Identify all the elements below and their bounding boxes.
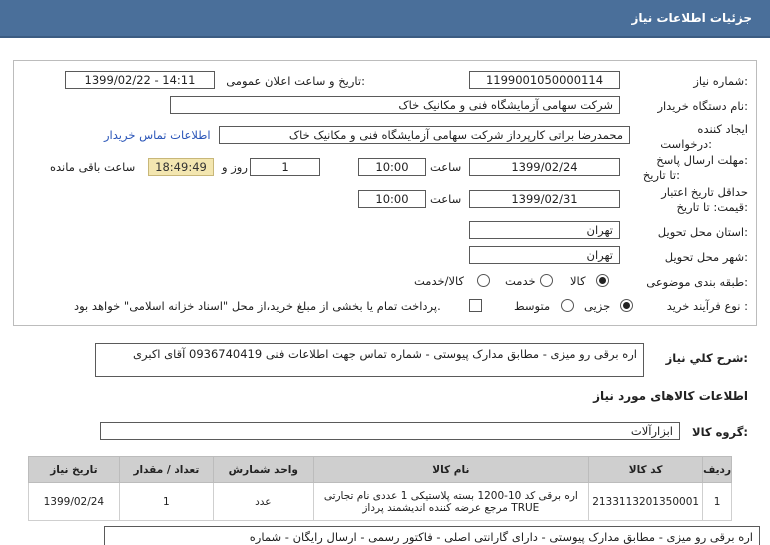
process-radio-minor[interactable] <box>620 299 633 312</box>
creator-label-line1: ایجاد کننده <box>697 122 748 136</box>
treasury-payment-note: پرداخت تمام یا بخشی از مبلغ خرید،از محل "اسناد خزانه اسلامی" خواهد بود. <box>74 299 441 313</box>
cell-unit: عدد <box>214 483 313 521</box>
cell-name-line1: اره برقی کد 10-1200 بسته پلاستیکی 1 عددی نام تجارتی <box>323 489 578 502</box>
buyer-contact-link[interactable]: اطلاعات تماس خریدار <box>104 128 211 142</box>
summary-field: اره برقی رو میزی - مطابق مدارک پیوستی - شماره تماس جهت اطلاعات فنی 0936740419 آقای اکبری <box>95 343 644 377</box>
table-row <box>29 483 732 521</box>
page-title: جزئیات اطلاعات نیاز <box>631 11 752 25</box>
process-radio-medium[interactable] <box>561 299 574 312</box>
cell-quantity: 1 <box>119 483 213 521</box>
deadline-label-line2: تا تاریخ: <box>642 168 680 182</box>
cell-name <box>313 483 589 521</box>
process-type-label: نوع فرآیند خرید : <box>666 299 748 313</box>
cell-need-date: 1399/02/24 <box>29 483 120 521</box>
summary-label: شرح کلي نياز: <box>665 351 748 365</box>
validity-time-field: 10:00 <box>358 190 426 208</box>
province-field: تهران <box>469 221 620 239</box>
col-header-unit: واحد شمارش <box>214 457 313 483</box>
validity-time-label: ساعت <box>430 192 462 206</box>
validity-date-field: 1399/02/31 <box>469 190 620 208</box>
validity-label-line2: قیمت: تا تاریخ: <box>676 200 748 214</box>
city-field: تهران <box>469 246 620 264</box>
category-radio-service[interactable] <box>540 274 553 287</box>
buyer-label: نام دستگاه خریدار: <box>657 99 748 113</box>
col-header-quantity: تعداد / مقدار <box>119 457 213 483</box>
col-header-need-date: تاریخ نیاز <box>29 457 120 483</box>
category-radio-goods[interactable] <box>596 274 609 287</box>
time-remaining-badge: 18:49:49 <box>148 158 214 176</box>
days-label: روز و <box>222 160 248 174</box>
items-table <box>28 456 732 521</box>
days-remaining-field: 1 <box>250 158 320 176</box>
cell-name-line2: TRUE مرجع عرضه کننده اندیشمند پرداز <box>362 501 540 514</box>
col-header-row-number: ردیف <box>703 457 732 483</box>
time-remaining-label: ساعت باقی مانده <box>50 160 136 174</box>
process-option-medium: متوسط <box>514 299 551 313</box>
goods-group-field: ابزارآلات <box>100 422 680 440</box>
creator-label-line2: درخواست: <box>660 137 712 151</box>
cell-code: 2133113201350001 <box>589 483 703 521</box>
table-header-row <box>29 457 732 483</box>
treasury-payment-checkbox[interactable] <box>469 299 482 312</box>
goods-section-title: اطلاعات کالاهای مورد نیاز <box>593 389 748 403</box>
category-radio-goods-service[interactable] <box>477 274 490 287</box>
category-option-goods-service: کالا/خدمت <box>414 274 465 288</box>
announce-date-label: تاریخ و ساعت اعلان عمومی: <box>226 74 365 88</box>
cell-row-number: 1 <box>703 483 732 521</box>
goods-group-label: گروه کالا: <box>692 425 748 439</box>
need-number-label: شماره نیاز: <box>693 74 748 88</box>
col-header-name: نام کالا <box>313 457 589 483</box>
category-option-goods: کالا <box>570 274 586 288</box>
deadline-date-field: 1399/02/24 <box>469 158 620 176</box>
validity-label-line1: حداقل تاریخ اعتبار <box>661 185 748 199</box>
need-number-field: 1199001050000114 <box>469 71 620 89</box>
city-label: شهر محل تحویل: <box>664 250 748 264</box>
col-header-code: کد کالا <box>589 457 703 483</box>
page-header <box>0 0 770 38</box>
category-label: طبقه بندی موضوعی: <box>646 275 748 289</box>
buyer-notes-field: اره برقی رو میزی - مطابق مدارک پیوستی - دارای گارانتی اصلی - فاکتور رسمی - ارسال رایگان - شماره <box>104 526 760 545</box>
deadline-time-field: 10:00 <box>358 158 426 176</box>
buyer-field: شرکت سهامی آزمایشگاه فنی و مکانیک خاک <box>170 96 620 114</box>
announce-date-field: 1399/02/22 - 14:11 <box>65 71 215 89</box>
province-label: استان محل تحویل: <box>657 225 748 239</box>
deadline-time-label: ساعت <box>430 160 462 174</box>
creator-field: محمدرضا براتی کارپرداز شرکت سهامی آزمایشگاه فنی و مکانیک خاک <box>219 126 630 144</box>
category-option-service: خدمت <box>505 274 536 288</box>
process-option-minor: جزیی <box>584 299 611 313</box>
deadline-label-line1: مهلت ارسال پاسخ: <box>656 153 748 167</box>
